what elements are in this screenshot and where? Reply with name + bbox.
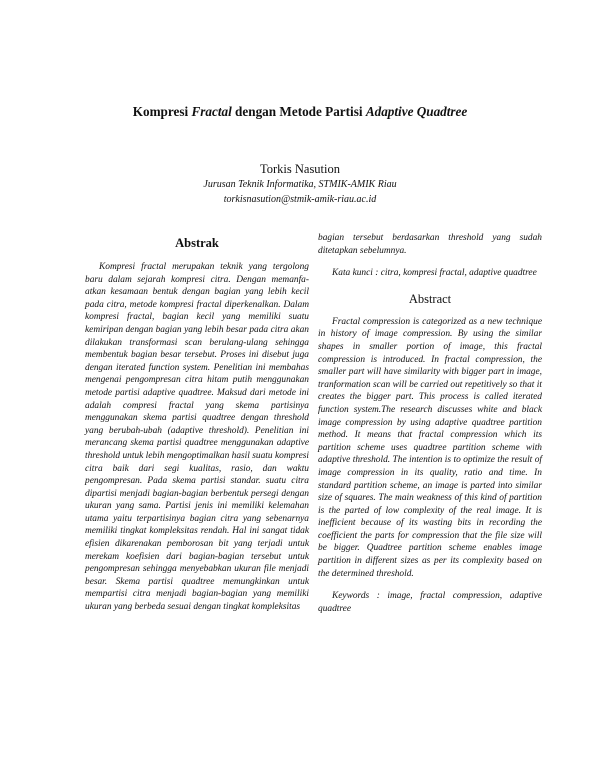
abstrak-heading: Abstrak [175, 236, 219, 250]
title-part-3: dengan Metode Partisi [231, 104, 366, 119]
paper-title [0, 104, 600, 120]
author-name: Torkis Nasution [259, 162, 341, 176]
title-part-1: Kompresi [132, 104, 192, 119]
abstrak-keywords: Kata kunci : citra, kompresi fractal, adaptive quadtree [332, 268, 537, 279]
author-email: torkisnasution@stmik-amik-riau.ac.id [223, 194, 377, 205]
abstract-heading: Abstract [408, 291, 452, 306]
abstrak-body: Kompresi fractal merupakan teknik yang tergolong baru dalam sejarah kompresi citra. Dengan memanfa-atkan kesamaan bentuk dengan bagian yang lebih kecil pada citra, metode kompresi fractal diperkenalkan. Dalam kompresi fractal, bagian kecil yang memiliki suatu kemiripan dengan bagian yang lebih besar pada citra akan dilakukan transformasi scan berulang-ulang sehingga membentuk bagian besar tersebut. Proses ini disebut juga dengan iterated function system. Penelitian ini membahas mengenai pengompresan citra hitam putih menggunakan metode partisi adaptive quadtree. Maksud dari metode ini adalah compresi fractal yang skema partisinya menggunakan skema partisi quadtree dengan threshold yang berubah-ubah (adaptive threshold). Penelitian ini merancang skema partisi quadtree menggunakan adaptive threshold untuk lebih mengoptimalkan hasil suatu kompresi citra baik dari segi kualitas, rasio, dan waktu pengompresan. Pada skema partisi standar. suatu citra dipartisi menjadi bagian-bagian berbentuk persegi dengan ukuran yang sama. Partisi jenis ini memiliki kelemahan utama yaitu terpartisinya bagian citra yang sebenarnya memiliki tingkat kompleksitas rendah. Hal ini sangat tidak efisien dikarenakan pemborosan bit yang terjadi untuk merekam koefisien dari bagian-bagian tersebut untuk pengompresan sehingga menyebabkan ukuran file menjadi besar. Skema partisi quadtree memungkinkan untuk mempartisi citra menjadi bagian-bagian yang memiliki ukuran yang berbeda sesuai dengan tingkat kompleksitas [85, 262, 309, 613]
title-part-2: Fractal [191, 104, 232, 119]
abstract-body: Fractal compression is categorized as a new technique in history of image compression. By using the similar shapes in smaller portion of image, this fractal compression is introduced. In fractal compression, the smaller part will have similarity with bigger part in image, tranformation scan will be carried out repetitively so that it creates the bigger part. This process is called iterated function system.The research discusses white and black image compression by using adaptive quadtree partition method. It means that fractal compression which its partition scheme uses quadtree partition scheme with adaptive threshold. The intention is to optimize the result of image compression in its quality, ratio and time. In standard partition scheme, an image is parted into similar size of squares. The main weakness of this kind of partition is the parted of low complexity of the real image. It is inefficient because of its wasting bits in recording the coefficient the parts for compression that the file size will be bigger. Quadtree partition scheme enables image partition in different sizes as per its complexity based on the determined threshold. [318, 316, 542, 579]
abstract-keywords: Keywords : image, fractal compression, adaptive quadtree [318, 591, 542, 614]
left-column [85, 232, 309, 614]
abstrak-continuation: bagian tersebut berdasarkan threshold yang sudah ditetapkan sebelumnya. [318, 233, 542, 256]
right-column [318, 232, 542, 615]
author-affiliation: Jurusan Teknik Informatika, STMIK-AMIK Riau [203, 179, 397, 190]
title-part-4: Adaptive Quadtree [365, 104, 468, 119]
